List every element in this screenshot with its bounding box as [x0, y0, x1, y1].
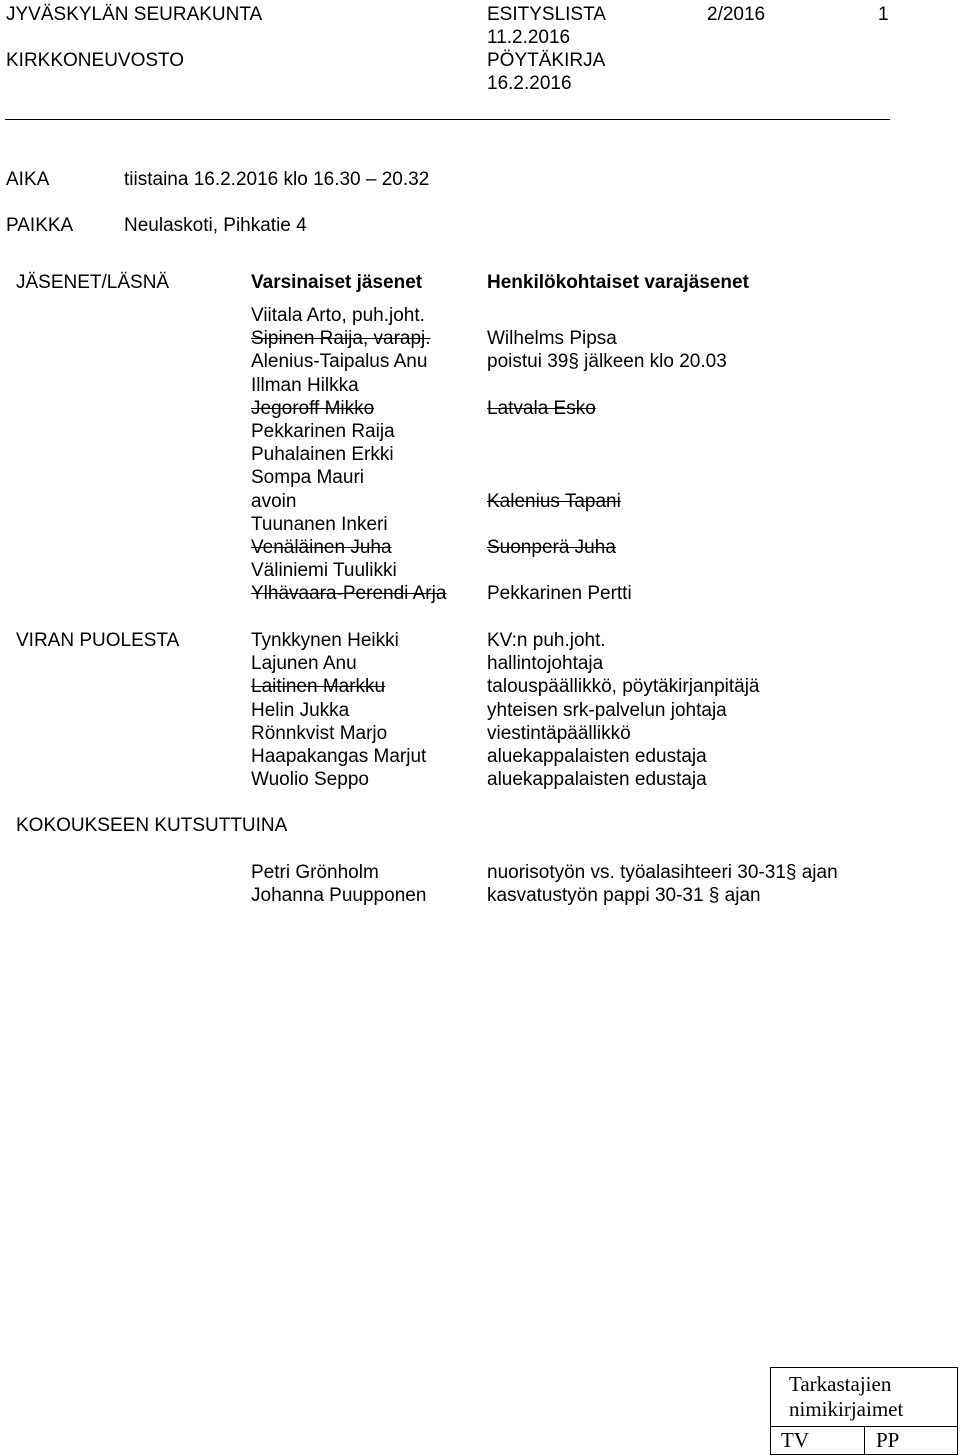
deputy-member	[487, 466, 727, 489]
invited-role: nuorisotyön vs. työalasihteeri 30-31§ ajan	[487, 862, 838, 883]
ex-officio-name: Tynkkynen Heikki	[251, 630, 399, 651]
doc-type-minutes: PÖYTÄKIRJA	[487, 50, 606, 71]
ex-officio-name: Wuolio Seppo	[251, 769, 369, 791]
time-label: AIKA	[6, 169, 50, 190]
invited-role: kasvatustyön pappi 30-31 § ajan	[487, 885, 761, 907]
reviewer-initials-1: TV	[781, 1428, 809, 1452]
ex-officio-name: Lajunen Anu	[251, 653, 357, 675]
deputy-member	[487, 513, 727, 536]
ex-officio-label: VIRAN PUOLESTA	[16, 630, 180, 651]
ex-officio-roles	[487, 629, 760, 791]
header-divider	[5, 119, 890, 120]
reviewer-title-line2: nimikirjaimet	[789, 1397, 904, 1421]
regular-member: Pekkarinen Raija	[251, 420, 395, 442]
regular-member: Viitala Arto, puh.joht.	[251, 305, 425, 326]
regular-member: Väliniemi Tuulikki	[251, 560, 397, 582]
invited-name: Petri Grönholm	[251, 862, 379, 883]
reviewer-initials-2: PP	[876, 1428, 900, 1452]
deputy-member: Kalenius Tapani	[487, 490, 621, 512]
ex-officio-role: aluekappalaisten edustaja	[487, 769, 707, 791]
deputy-member	[487, 374, 727, 397]
ex-officio-role: talouspäällikkö, pöytäkirjanpitäjä	[487, 676, 760, 698]
ex-officio-role: aluekappalaisten edustaja	[487, 745, 707, 767]
deputy-member	[487, 559, 727, 582]
regular-member: Alenius-Taipalus Anu	[251, 351, 428, 373]
ex-officio-name: Laitinen Markku	[251, 676, 386, 698]
ex-officio-name: Rönnkvist Marjo	[251, 722, 388, 744]
deputy-member: poistui 39§ jälkeen klo 20.03	[487, 351, 727, 373]
initials-divider	[864, 1426, 865, 1454]
deputy-member: Wilhelms Pipsa	[487, 328, 617, 350]
invited-name: Johanna Puupponen	[251, 885, 427, 907]
ex-officio-role: viestintäpäällikkö	[487, 722, 631, 744]
regular-member: Tuunanen Inkeri	[251, 513, 388, 535]
regular-member: Puhalainen Erkki	[251, 444, 394, 466]
time-value: tiistaina 16.2.2016 klo 16.30 – 20.32	[124, 169, 430, 190]
regular-member: Ylhävaara-Perendi Arja	[251, 583, 447, 605]
doc-type-agenda: ESITYSLISTA	[487, 4, 606, 25]
invited-label: KOKOUKSEEN KUTSUTTUINA	[16, 815, 288, 836]
deputy-member	[487, 304, 727, 327]
doc-date-agenda: 11.2.2016	[487, 27, 571, 48]
ex-officio-name: Helin Jukka	[251, 699, 350, 721]
regular-member: Sipinen Raija, varapj.	[251, 328, 431, 350]
reviewer-initials-box	[770, 1367, 958, 1455]
deputy-member: Pekkarinen Pertti	[487, 583, 632, 605]
deputy-member	[487, 443, 727, 466]
deputy-members-list	[487, 304, 727, 605]
doc-date-minutes: 16.2.2016	[487, 73, 572, 94]
regular-member: Illman Hilkka	[251, 374, 359, 396]
meeting-number: 2/2016	[707, 4, 766, 25]
deputy-member: Suonperä Juha	[487, 536, 616, 558]
regular-members-header: Varsinaiset jäsenet	[251, 272, 423, 293]
reviewer-title-line1: Tarkastajien	[789, 1372, 892, 1396]
reviewer-initials-title	[771, 1368, 957, 1427]
regular-member: Sompa Mauri	[251, 467, 364, 489]
ex-officio-role: hallintojohtaja	[487, 653, 604, 675]
regular-members-list	[251, 304, 446, 605]
invited-names	[251, 861, 426, 907]
ex-officio-role: KV:n puh.joht.	[487, 630, 606, 651]
place-value: Neulaskoti, Pihkatie 4	[124, 215, 307, 236]
place-label: PAIKKA	[6, 215, 74, 236]
regular-member: avoin	[251, 490, 297, 512]
governing-body: KIRKKONEUVOSTO	[6, 50, 185, 71]
ex-officio-role: yhteisen srk-palvelun johtaja	[487, 699, 727, 721]
organization-name: JYVÄSKYLÄN SEURAKUNTA	[6, 4, 263, 25]
ex-officio-name: Haapakangas Marjut	[251, 745, 427, 767]
invited-roles	[487, 861, 838, 907]
deputy-member: Latvala Esko	[487, 397, 596, 419]
deputy-member	[487, 420, 727, 443]
members-label: JÄSENET/LÄSNÄ	[16, 272, 170, 293]
deputy-members-header: Henkilökohtaiset varajäsenet	[487, 272, 749, 293]
regular-member: Venäläinen Juha	[251, 536, 392, 558]
page-number: 1	[878, 4, 889, 25]
regular-member: Jegoroff Mikko	[251, 397, 375, 419]
ex-officio-names	[251, 629, 426, 791]
